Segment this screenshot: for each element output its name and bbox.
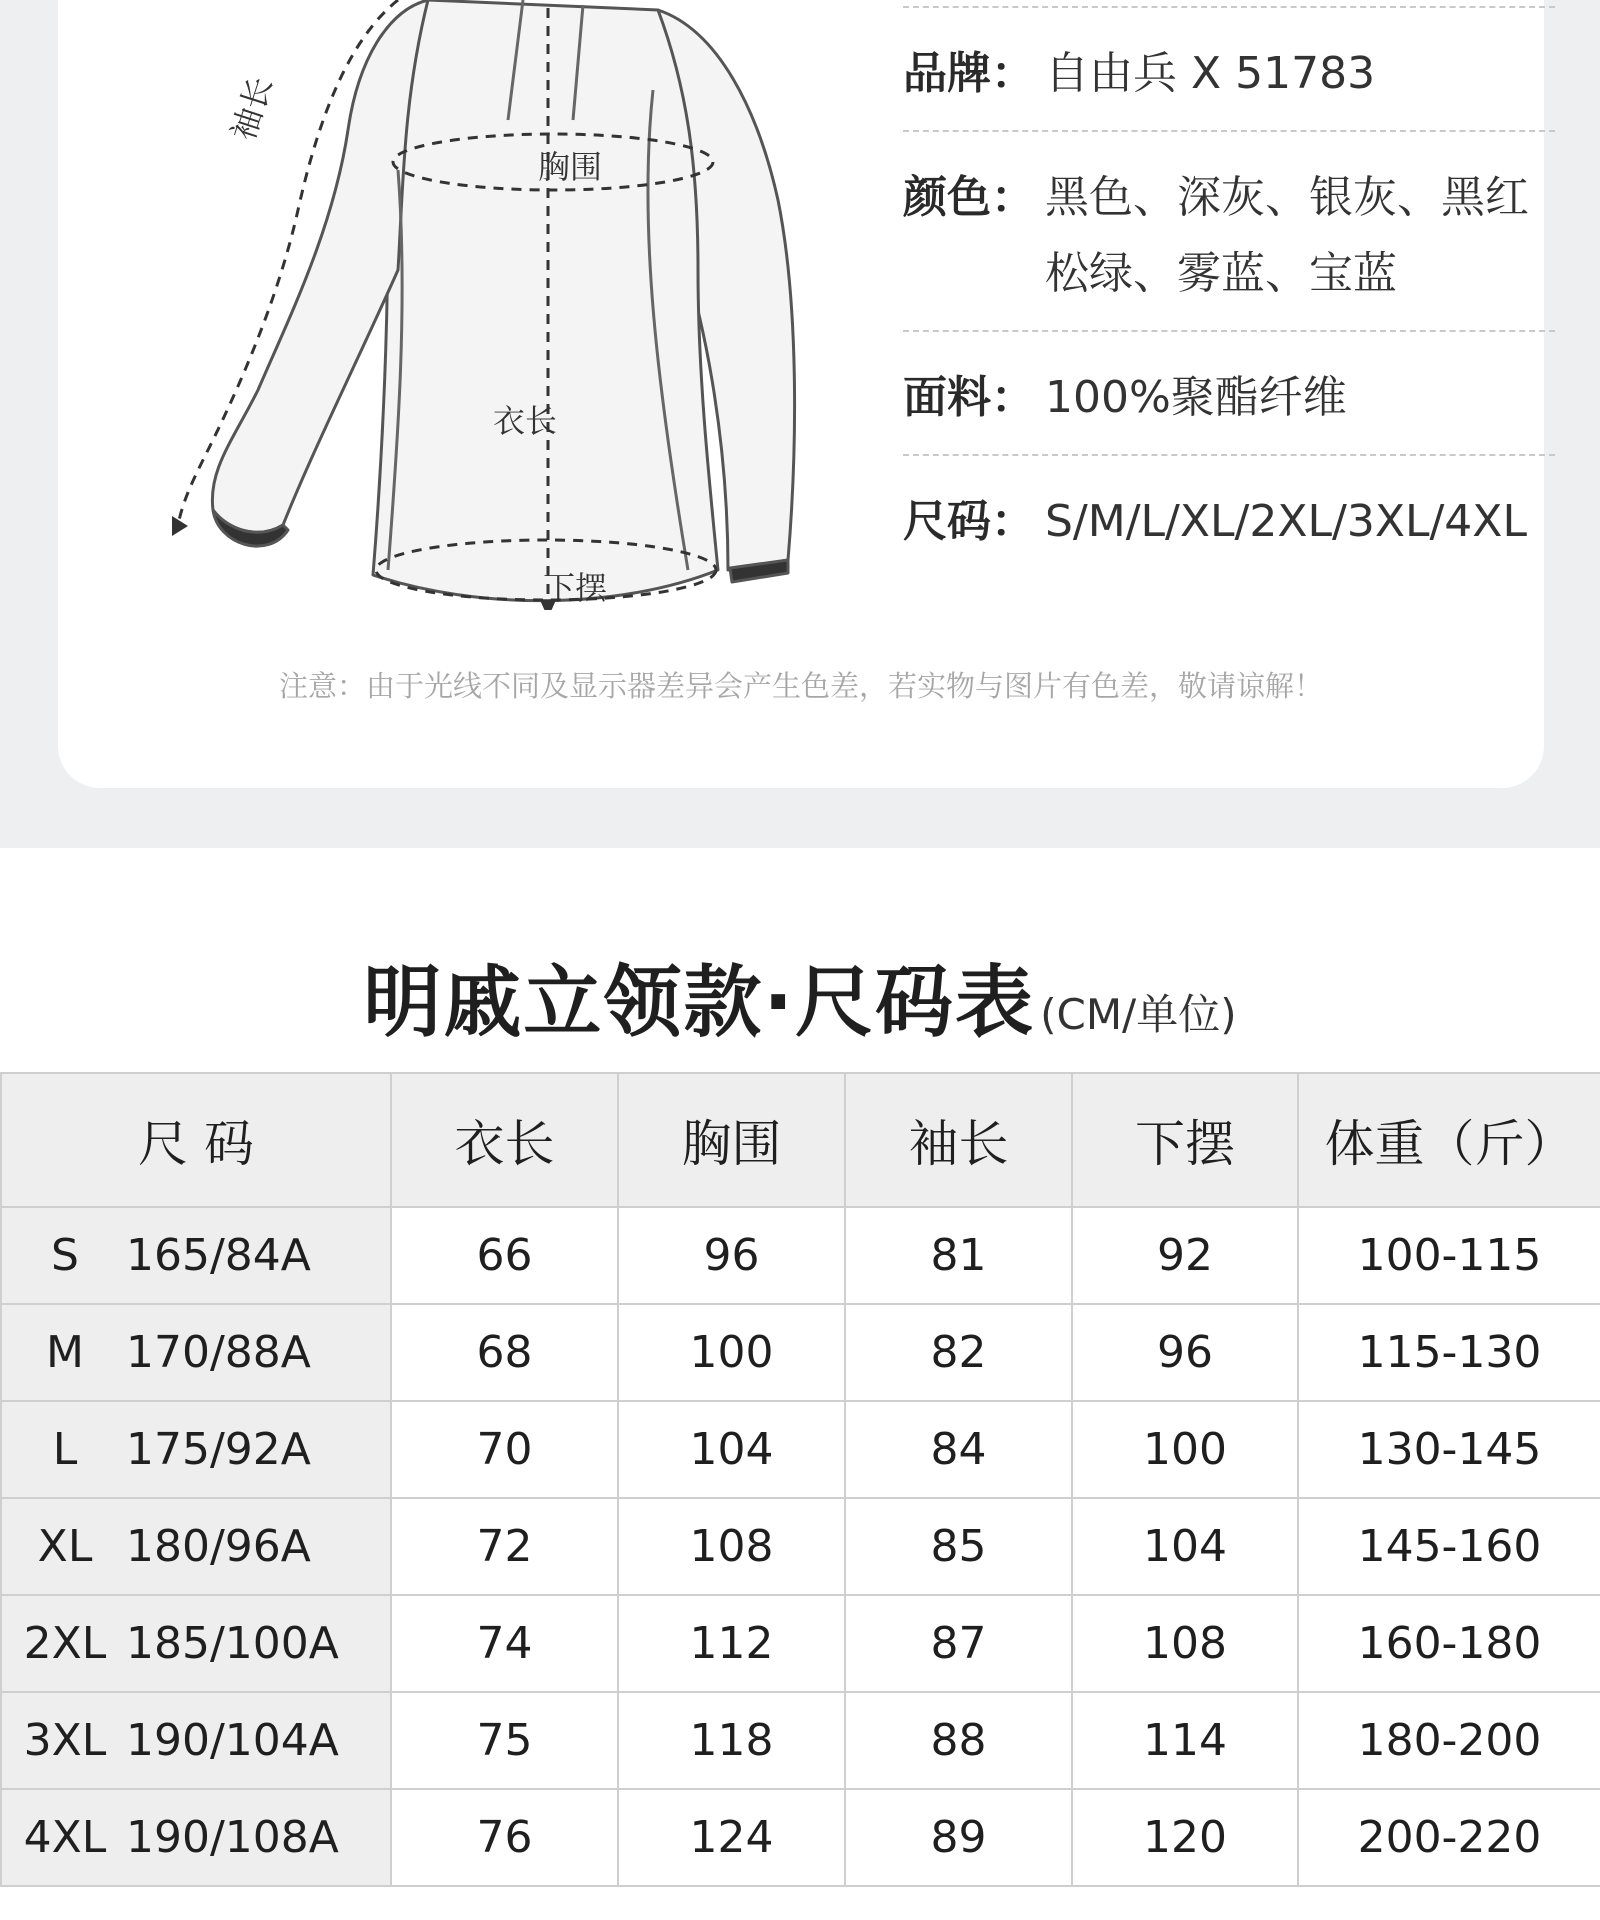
spec-value-color bbox=[1045, 160, 1529, 312]
spec-key-color: 颜色： bbox=[903, 172, 1035, 223]
size-table-title bbox=[0, 940, 1600, 1052]
size-spec: 180/96A bbox=[126, 1521, 311, 1572]
length-cell: 76 bbox=[391, 1789, 618, 1886]
size-cell bbox=[1, 1207, 391, 1304]
product-info-card bbox=[58, 0, 1544, 788]
spec-key-brand: 品牌： bbox=[903, 48, 1035, 99]
color-line-1: 黑色、深灰、银灰、黑红 bbox=[1045, 172, 1529, 223]
size-cell bbox=[1, 1595, 391, 1692]
chest-cell: 104 bbox=[618, 1401, 845, 1498]
header-size: 尺 码 bbox=[1, 1073, 391, 1207]
spec-list bbox=[903, 6, 1555, 578]
length-cell: 70 bbox=[391, 1401, 618, 1498]
size-code: M bbox=[46, 1327, 84, 1378]
size-code: 4XL bbox=[23, 1812, 107, 1863]
size-code: L bbox=[52, 1424, 78, 1475]
weight-cell: 200-220 bbox=[1298, 1789, 1600, 1886]
size-cell bbox=[1, 1692, 391, 1789]
spec-row-fabric bbox=[903, 330, 1555, 454]
table-row bbox=[1, 1692, 1600, 1789]
size-cell bbox=[1, 1789, 391, 1886]
length-cell: 75 bbox=[391, 1692, 618, 1789]
chest-label: 胸围 bbox=[538, 148, 603, 186]
size-spec: 190/108A bbox=[126, 1812, 339, 1863]
weight-cell: 115-130 bbox=[1298, 1304, 1600, 1401]
hem-cell: 114 bbox=[1072, 1692, 1298, 1789]
hem-cell: 120 bbox=[1072, 1789, 1298, 1886]
size-spec: 190/104A bbox=[126, 1715, 339, 1766]
chest-cell: 108 bbox=[618, 1498, 845, 1595]
chest-cell: 112 bbox=[618, 1595, 845, 1692]
sleeve-cell: 82 bbox=[845, 1304, 1072, 1401]
chest-cell: 100 bbox=[618, 1304, 845, 1401]
size-spec: 175/92A bbox=[126, 1424, 311, 1475]
hem-cell: 108 bbox=[1072, 1595, 1298, 1692]
table-row bbox=[1, 1595, 1600, 1692]
spec-key-size: 尺码： bbox=[903, 496, 1035, 547]
header-chest: 胸围 bbox=[618, 1073, 845, 1207]
table-row bbox=[1, 1498, 1600, 1595]
sleeve-cell: 87 bbox=[845, 1595, 1072, 1692]
chest-cell: 124 bbox=[618, 1789, 845, 1886]
chest-cell: 118 bbox=[618, 1692, 845, 1789]
size-cell bbox=[1, 1401, 391, 1498]
weight-cell: 160-180 bbox=[1298, 1595, 1600, 1692]
hem-cell: 100 bbox=[1072, 1401, 1298, 1498]
table-row bbox=[1, 1401, 1600, 1498]
sleeve-cell: 84 bbox=[845, 1401, 1072, 1498]
size-table-title-main: 明戚立领款·尺码表 bbox=[363, 958, 1036, 1048]
weight-cell: 180-200 bbox=[1298, 1692, 1600, 1789]
spec-row-color bbox=[903, 130, 1555, 330]
color-line-2: 松绿、雾蓝、宝蓝 bbox=[1045, 248, 1397, 299]
sleeve-cell: 81 bbox=[845, 1207, 1072, 1304]
header-sleeve: 袖长 bbox=[845, 1073, 1072, 1207]
spec-key-fabric: 面料： bbox=[903, 372, 1035, 423]
length-cell: 72 bbox=[391, 1498, 618, 1595]
size-cell bbox=[1, 1498, 391, 1595]
size-code: 3XL bbox=[23, 1715, 107, 1766]
sleeve-cell: 89 bbox=[845, 1789, 1072, 1886]
spec-value-fabric: 100%聚酯纤维 bbox=[1045, 372, 1347, 423]
shirt-drawing bbox=[98, 0, 898, 610]
size-spec: 170/88A bbox=[126, 1327, 311, 1378]
shirt-illustration bbox=[98, 0, 898, 610]
length-cell: 68 bbox=[391, 1304, 618, 1401]
spec-value-size: S/M/L/XL/2XL/3XL/4XL bbox=[1045, 496, 1527, 547]
size-spec: 165/84A bbox=[126, 1230, 311, 1281]
sleeve-cell: 85 bbox=[845, 1498, 1072, 1595]
length-cell: 74 bbox=[391, 1595, 618, 1692]
size-spec: 185/100A bbox=[126, 1618, 339, 1669]
weight-cell: 145-160 bbox=[1298, 1498, 1600, 1595]
sleeve-length-label: 袖长 bbox=[223, 72, 280, 145]
spec-row-brand bbox=[903, 6, 1555, 130]
hem-cell: 92 bbox=[1072, 1207, 1298, 1304]
size-table-header-row bbox=[1, 1073, 1600, 1207]
hem-cell: 104 bbox=[1072, 1498, 1298, 1595]
size-code: S bbox=[51, 1230, 79, 1281]
header-length: 衣长 bbox=[391, 1073, 618, 1207]
size-code: XL bbox=[37, 1521, 93, 1572]
header-weight: 体重（斤） bbox=[1298, 1073, 1600, 1207]
size-cell bbox=[1, 1304, 391, 1401]
table-row bbox=[1, 1207, 1600, 1304]
header-hem: 下摆 bbox=[1072, 1073, 1298, 1207]
chest-cell: 96 bbox=[618, 1207, 845, 1304]
size-table-unit: (CM/单位) bbox=[1040, 990, 1237, 1039]
spec-row-size bbox=[903, 454, 1555, 578]
color-notice: 注意：由于光线不同及显示器差异会产生色差，若实物与图片有色差，敬请谅解！ bbox=[278, 669, 1323, 703]
weight-cell: 100-115 bbox=[1298, 1207, 1600, 1304]
size-code: 2XL bbox=[23, 1618, 107, 1669]
hem-label: 下摆 bbox=[543, 569, 608, 607]
sleeve-cell: 88 bbox=[845, 1692, 1072, 1789]
body-length-label: 衣长 bbox=[493, 402, 558, 440]
size-table bbox=[0, 1072, 1600, 1887]
table-row bbox=[1, 1789, 1600, 1886]
top-band bbox=[0, 0, 1600, 848]
length-cell: 66 bbox=[391, 1207, 618, 1304]
weight-cell: 130-145 bbox=[1298, 1401, 1600, 1498]
spec-value-brand: 自由兵 X 51783 bbox=[1045, 48, 1376, 99]
hem-cell: 96 bbox=[1072, 1304, 1298, 1401]
table-row bbox=[1, 1304, 1600, 1401]
